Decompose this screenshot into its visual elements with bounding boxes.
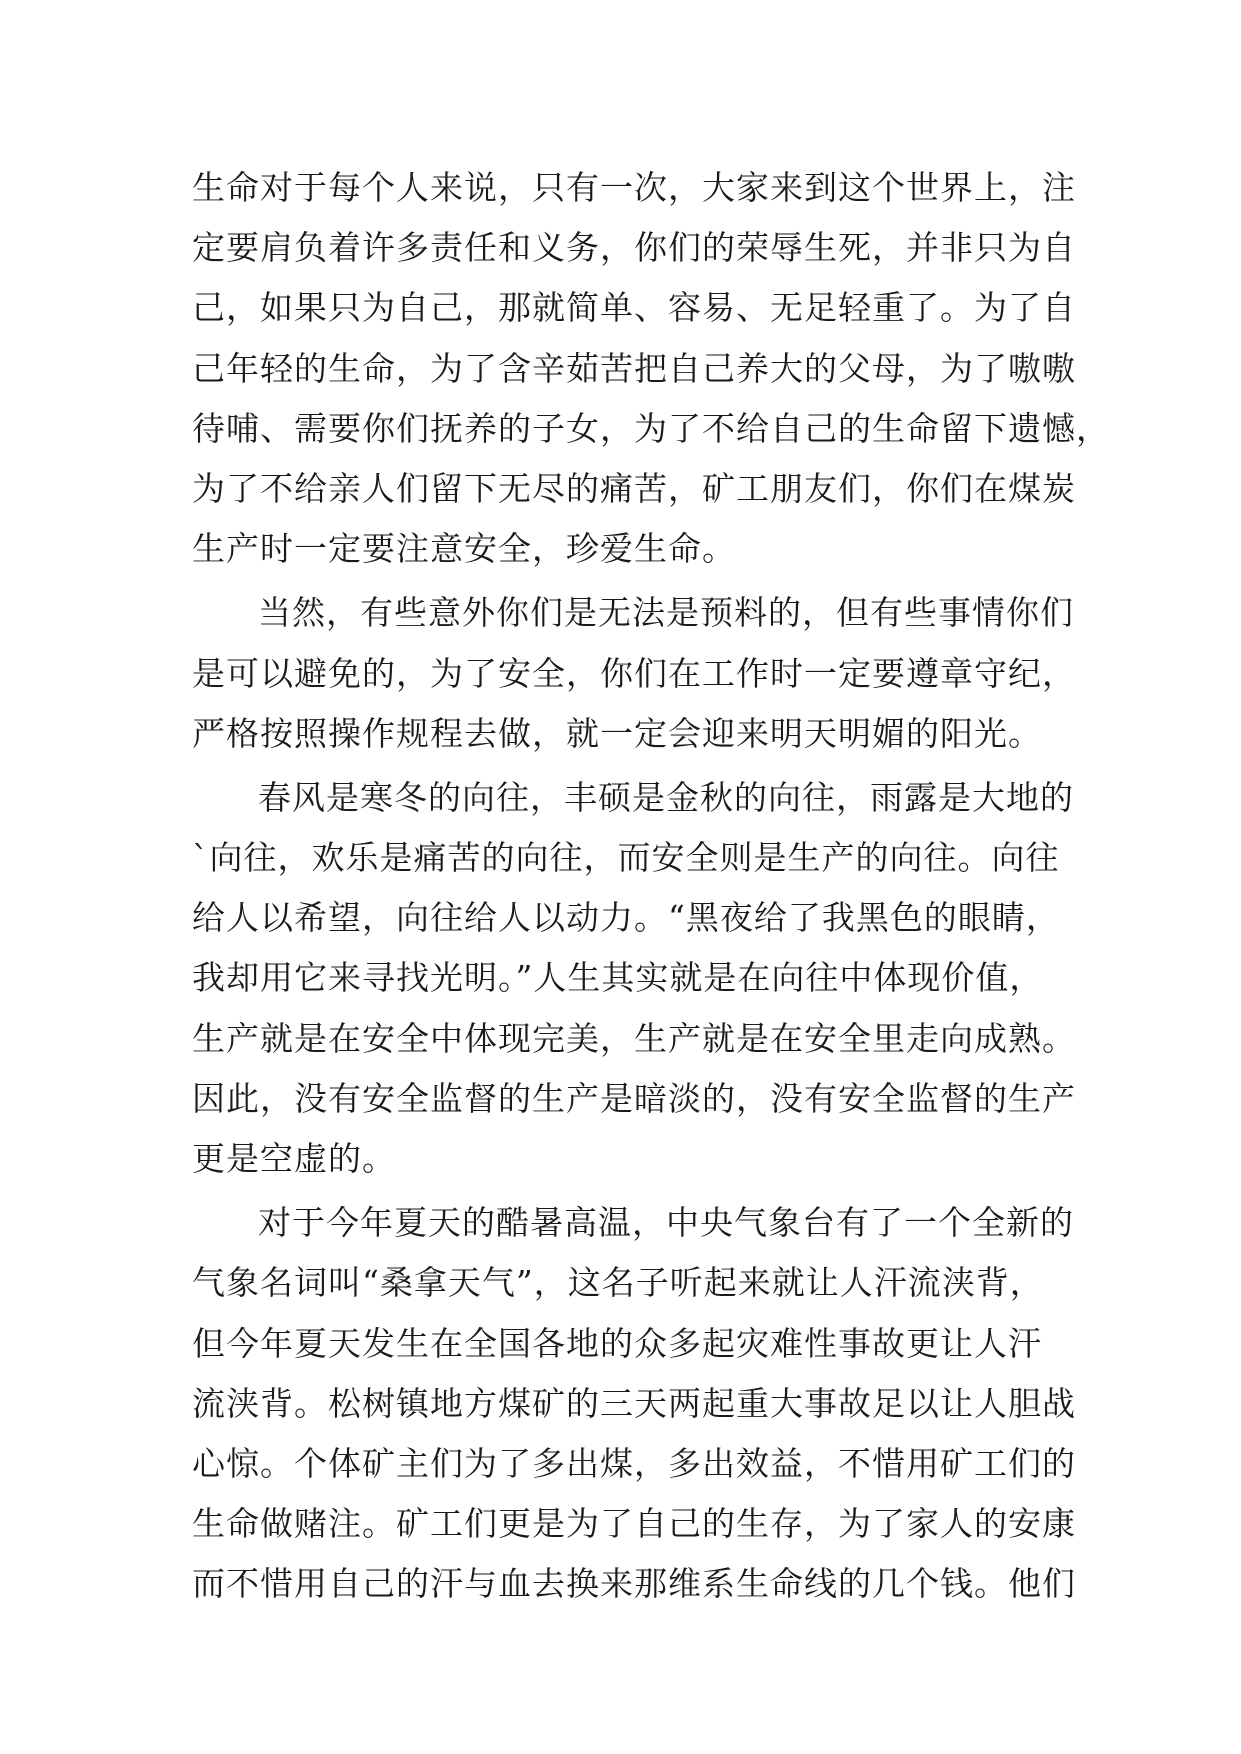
text-line: 己，如果只为自己，那就简单、容易、无足轻重了。为了自 (192, 288, 1076, 328)
text-line: 对于今年夏天的酷暑高温，中央气象台有了一个全新的 (258, 1203, 1074, 1243)
text-line: 春风是寒冬的向往，丰硕是金秋的向往，雨露是大地的 (258, 777, 1074, 817)
text-line: 给人以希望，向往给人以动力。“黑夜给了我黑色的眼睛， (192, 898, 1060, 938)
text-line: 己年轻的生命，为了含辛茹苦把自己养大的父母，为了嗷嗷 (192, 348, 1076, 388)
paragraph (192, 1193, 1076, 1614)
text-line: 当然，有些意外你们是无法是预料的，但有些事情你们 (258, 593, 1074, 633)
text-line: 而不惜用自己的汗与血去换来那维系生命线的几个钱。他们 (192, 1564, 1076, 1604)
text-line: 因此，没有安全监督的生产是暗淡的，没有安全监督的生产 (192, 1078, 1076, 1118)
paragraph (192, 583, 1076, 764)
text-line: 待哺、需要你们抚养的子女，为了不给自己的生命留下遗憾， (192, 408, 1110, 448)
text-line: 生命做赌注。矿工们更是为了自己的生存，为了家人的安康 (192, 1504, 1076, 1544)
text-line: 我却用它来寻找光明。”人生其实就是在向往中体现价值， (192, 958, 1044, 998)
text-line: 定要肩负着许多责任和义务，你们的荣辱生死，并非只为自 (192, 228, 1076, 268)
text-line: 生命对于每个人来说，只有一次，大家来到这个世界上，注 (192, 168, 1076, 207)
paragraph (192, 768, 1076, 1189)
text-line: 流浃背。松树镇地方煤矿的三天两起重大事故足以让人胆战 (192, 1383, 1076, 1423)
text-line: 严格按照操作规程去做，就一定会迎来明天明媚的阳光。 (192, 713, 1042, 753)
text-line: `向往，欢乐是痛苦的向往，而安全则是生产的向往。向往 (192, 838, 1060, 878)
text-line: 更是空虚的。 (192, 1139, 396, 1178)
paragraph (192, 158, 1110, 579)
text-line: 心惊。个体矿主们为了多出煤，多出效益，不惜用矿工们的 (192, 1443, 1076, 1483)
document-body (192, 158, 1110, 1615)
text-line: 为了不给亲人们留下无尽的痛苦，矿工朋友们，你们在煤炭 (192, 468, 1076, 508)
text-line: 生产时一定要注意安全，珍爱生命。 (192, 529, 736, 569)
text-line: 是可以避免的，为了安全，你们在工作时一定要遵章守纪， (192, 653, 1076, 693)
text-line: 气象名词叫“桑拿天气”，这名子听起来就让人汗流浃背， (192, 1263, 1044, 1303)
text-line: 但今年夏天发生在全国各地的众多起灾难性事故更让人汗 (192, 1323, 1042, 1363)
text-line: 生产就是在安全中体现完美，生产就是在安全里走向成熟。 (192, 1018, 1076, 1058)
